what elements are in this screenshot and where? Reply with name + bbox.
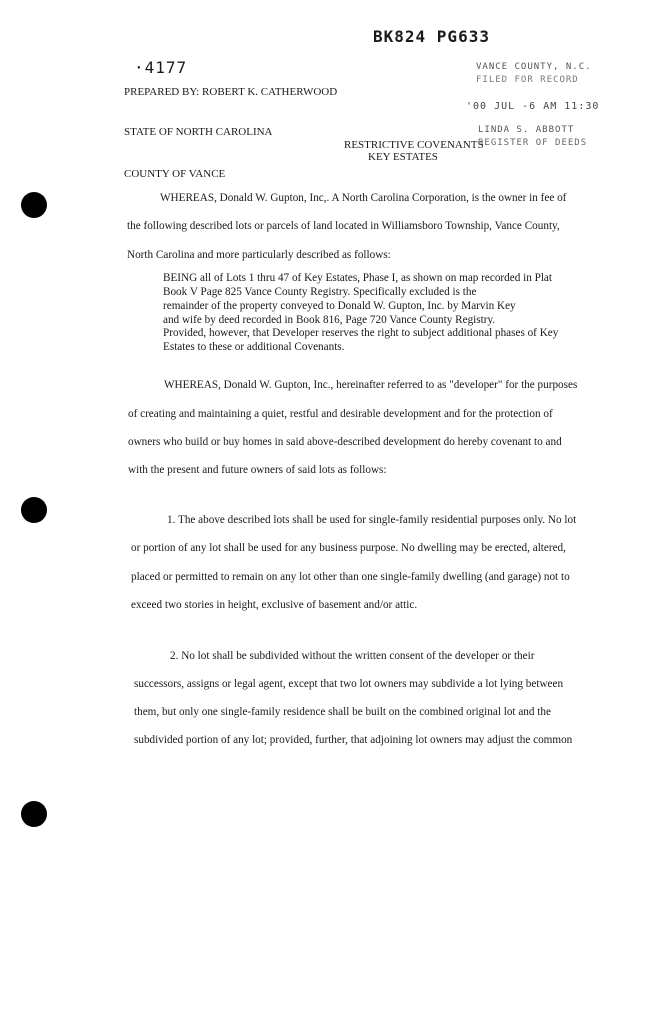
lot-description-line: remainder of the property conveyed to Donald W. Gupton, Inc. by Marvin Key [163, 300, 516, 312]
covenant2-line: subdivided portion of any lot; provided, further, that adjoining lot owners may adjust the common [134, 734, 573, 746]
document-number: ·4177 [134, 58, 188, 77]
stamp-register-name: LINDA S. ABBOTT [478, 125, 575, 135]
covenant1-line: exceed two stories in height, exclusive of basement and/or attic. [131, 599, 418, 611]
stamp-county: VANCE COUNTY, N.C. [476, 62, 592, 72]
covenant2-line: successors, assigns or legal agent, except that two lot owners may subdivide a lot lying between [134, 678, 564, 690]
stamp-date: '00 JUL -6 AM 11:30 [466, 101, 600, 112]
lot-description-line: and wife by deed recorded in Book 816, Page 720 Vance County Registry. [163, 314, 496, 326]
document-subtitle: KEY ESTATES [368, 151, 438, 163]
covenant1-line: 1. The above described lots shall be used for single-family residential purposes only. No lot [167, 514, 577, 526]
covenant2-line: 2. No lot shall be subdivided without the written consent of the developer or their [170, 650, 535, 662]
whereas2-line: owners who build or buy homes in said above-described development do hereby covenant to and [128, 436, 562, 448]
covenant2-line: them, but only one single-family residence shall be built on the combined original lot and the [134, 706, 551, 718]
stamp-filed: FILED FOR RECORD [476, 75, 579, 85]
county-line: COUNTY OF VANCE [124, 168, 226, 180]
whereas1-line: the following described lots or parcels of land located in Williamsboro Township, Vance County, [127, 220, 560, 232]
lot-description-line: Estates to these or additional Covenants. [163, 341, 345, 353]
binder-hole-2 [21, 497, 47, 523]
whereas2-line: WHEREAS, Donald W. Gupton, Inc., hereinafter referred to as "developer" for the purposes [164, 379, 578, 391]
binder-hole-3 [21, 801, 47, 827]
whereas1-line: North Carolina and more particularly described as follows: [127, 249, 391, 261]
state-line: STATE OF NORTH CAROLINA [124, 126, 273, 138]
whereas2-line: of creating and maintaining a quiet, restful and desirable development and for the protection of [128, 408, 553, 420]
whereas2-line: with the present and future owners of said lots as follows: [128, 464, 387, 476]
lot-description-line: Provided, however, that Developer reserves the right to subject additional phases of Key [163, 327, 559, 339]
lot-description-line: BEING all of Lots 1 thru 47 of Key Estates, Phase I, as shown on map recorded in Plat [163, 272, 553, 284]
book-page-number: BK824 PG633 [373, 27, 490, 46]
prepared-by: PREPARED BY: ROBERT K. CATHERWOOD [124, 86, 338, 98]
stamp-register-title: REGISTER OF DEEDS [478, 138, 588, 148]
binder-hole-1 [21, 192, 47, 218]
document-title: RESTRICTIVE COVENANTS [344, 139, 484, 151]
covenant1-line: or portion of any lot shall be used for any business purpose. No dwelling may be erected, altered, [131, 542, 566, 554]
covenant1-line: placed or permitted to remain on any lot other than one single-family dwelling (and garage) not to [131, 571, 570, 583]
lot-description-line: Book V Page 825 Vance County Registry. Specifically excluded is the [163, 286, 477, 298]
whereas1-line: WHEREAS, Donald W. Gupton, Inc,. A North Carolina Corporation, is the owner in fee of [160, 192, 567, 204]
